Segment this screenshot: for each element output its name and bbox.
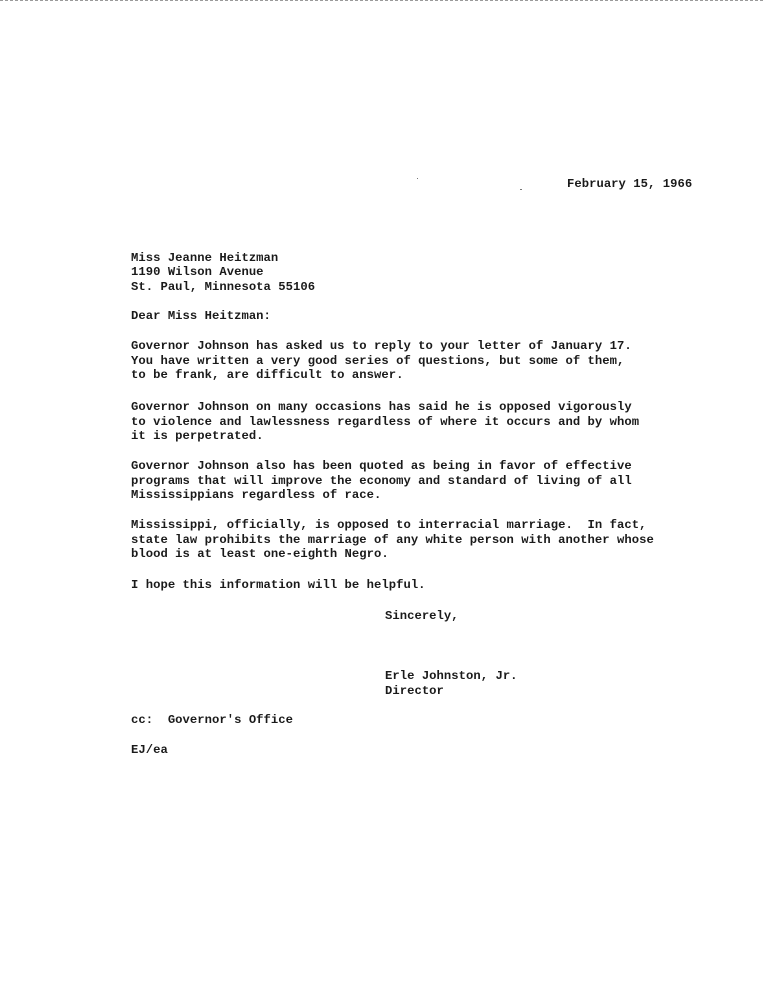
paragraph-line: Governor Johnson has asked us to reply to your letter of January 17. — [131, 339, 632, 353]
letter-date: February 15, 1966 — [567, 177, 693, 191]
body-paragraph-5 — [131, 578, 426, 593]
paragraph-line: programs that will improve the economy and standard of living of all — [131, 473, 632, 488]
paragraph-line: Governor Johnson also has been quoted as being in favor of effective — [131, 459, 632, 473]
body-paragraph-3 — [131, 459, 632, 503]
typist-initials: EJ/ea — [131, 743, 168, 757]
recipient-street: 1190 Wilson Avenue — [131, 265, 264, 279]
paragraph-line: Mississippians regardless of race. — [131, 488, 382, 502]
body-paragraph-1 — [131, 339, 632, 383]
recipient-name: Miss Jeanne Heitzman — [131, 251, 279, 265]
paper-speck — [417, 178, 418, 179]
paragraph-line: blood is at least one-eighth Negro. — [131, 547, 389, 561]
paragraph-line: You have written a very good series of questions, but some of them, — [131, 353, 625, 368]
signatory-title: Director — [385, 684, 444, 698]
signatory-name: Erle Johnston, Jr. — [385, 669, 518, 683]
paragraph-line: Governor Johnson on many occasions has said he is opposed vigorously — [131, 400, 632, 414]
paragraph-line: it is perpetrated. — [131, 429, 264, 443]
paper-speck — [520, 189, 522, 190]
paragraph-line: to be frank, are difficult to answer. — [131, 368, 404, 382]
paragraph-line: Mississippi, officially, is opposed to interracial marriage. In fact, — [131, 518, 647, 532]
paragraph-line: I hope this information will be helpful. — [131, 578, 426, 592]
salutation: Dear Miss Heitzman: — [131, 309, 271, 323]
closing: Sincerely, — [385, 609, 459, 623]
recipient-city: St. Paul, Minnesota 55106 — [131, 280, 316, 294]
page-top-edge — [0, 0, 763, 1]
body-paragraph-2 — [131, 400, 639, 444]
paragraph-line: state law prohibits the marriage of any white person with another whose — [131, 532, 654, 547]
paragraph-line: to violence and lawlessness regardless of where it occurs and by whom — [131, 414, 640, 429]
cc-line: cc: Governor's Office — [131, 713, 294, 727]
body-paragraph-4 — [131, 518, 654, 562]
